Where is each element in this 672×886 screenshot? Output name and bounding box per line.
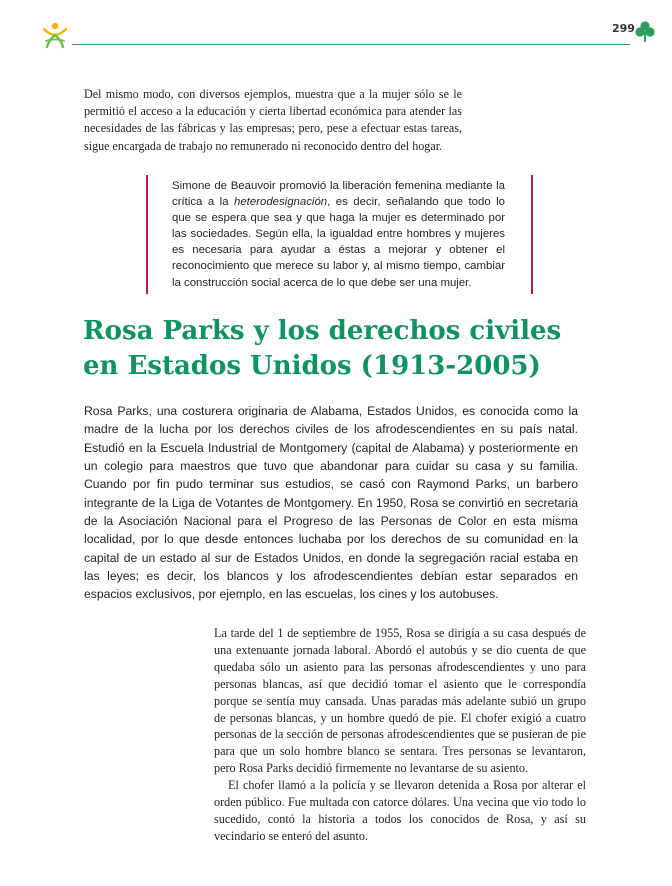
section-body: Rosa Parks, una costurera originaria de Alabama, Estados Unidos, es conocida como la madre de la lucha por los derechos civiles de los afrodescendientes en su país natal. Estudió en la Escuela Industrial de Montgomery (capital de Alabama) y posteriormente en un colegio para maestros que tuvo que abandonar para cuidar su casa y su familia. Cuando por fin pudo terminar sus estudios, se casó con Raymond Parks, un barbero integrante de la Liga de Votantes de Montgomery. En 1950, Rosa se convirtió en secretaria de la Asociación Nacional para el Progreso de las Personas de Color en esta misma localidad, por lo que desde entonces luchaba por los derechos de su comunidad en la capital de un estado al sur de Estados Unidos, en donde la segregación racial estaba en las leyes; es decir, los blancos y los afrodescendientes debían estar separados en espacios exclusivos, por ejemplo, en las escuelas, los cines y los autobuses.	[84, 404, 578, 602]
note-emphasis: heterodesignación	[234, 196, 328, 209]
beauvoir-note	[146, 175, 533, 294]
story-paragraph-2: El chofer llamó a la policía y se llevaron detenida a Rosa por alterar el orden público. Fue multada con catorce dólares. Una vecina que vio todo lo sucedido, contó la historia a todos los conocidos de Rosa, y así su vecindario se enteró del asunto.	[214, 778, 586, 843]
section-title: Rosa Parks y los derechos civiles en Estados Unidos (1913-2005)	[83, 316, 562, 381]
beauvoir-note-text	[172, 178, 505, 291]
note-text-before: Simone de Beauvoir promovió la liberación femenina mediante la crítica a la	[172, 180, 505, 209]
figure-logo-icon	[40, 20, 70, 50]
bus-story	[214, 625, 586, 845]
clover-icon	[634, 20, 656, 42]
header-rule	[72, 44, 630, 45]
note-text-after: , es decir, señalando que todo lo que se espera que sea y que haga la mujer es determinado por las sociedades. Según ella, la igualdad entre hombres y mujeres es necesaria para ayudar a éstas a mejorar y obtener el reconocimiento que merece su labor y, al mismo tiempo, cambiar la construcción social acerca de lo que debe ser una mujer.	[172, 196, 505, 289]
story-paragraph-1: La tarde del 1 de septiembre de 1955, Rosa se dirigía a su casa después de una extenuante jornada laboral. Abordó el autobús y se dio cuenta de que quedaba sólo un asiento para las personas afrodescendientes y uno para personas blancas, así que decidió tomar el asiento que le correspondía porque se sentía muy cansada. Unas paradas más adelante subió un grupo de personas blancas, y un hombre quedó de pie. El chofer exigió a cuatro personas de la sección de personas afrodescendientes que se pusieran de pie para que un solo hombre blanco se sentara. Tres personas se levantaron, pero Rosa Parks decidió firmemente no levantarse de su asiento.	[214, 626, 586, 776]
intro-paragraph: Del mismo modo, con diversos ejemplos, muestra que a la mujer sólo se le permitió el acceso a la educación y cierta libertad económica para atender las necesidades de las fábricas y las empresas; pero, pese a efectuar estas tareas, sigue encargada de trabajo no remunerado ni reconocido dentro del hogar.	[84, 87, 462, 153]
page-number: 299	[612, 22, 635, 35]
